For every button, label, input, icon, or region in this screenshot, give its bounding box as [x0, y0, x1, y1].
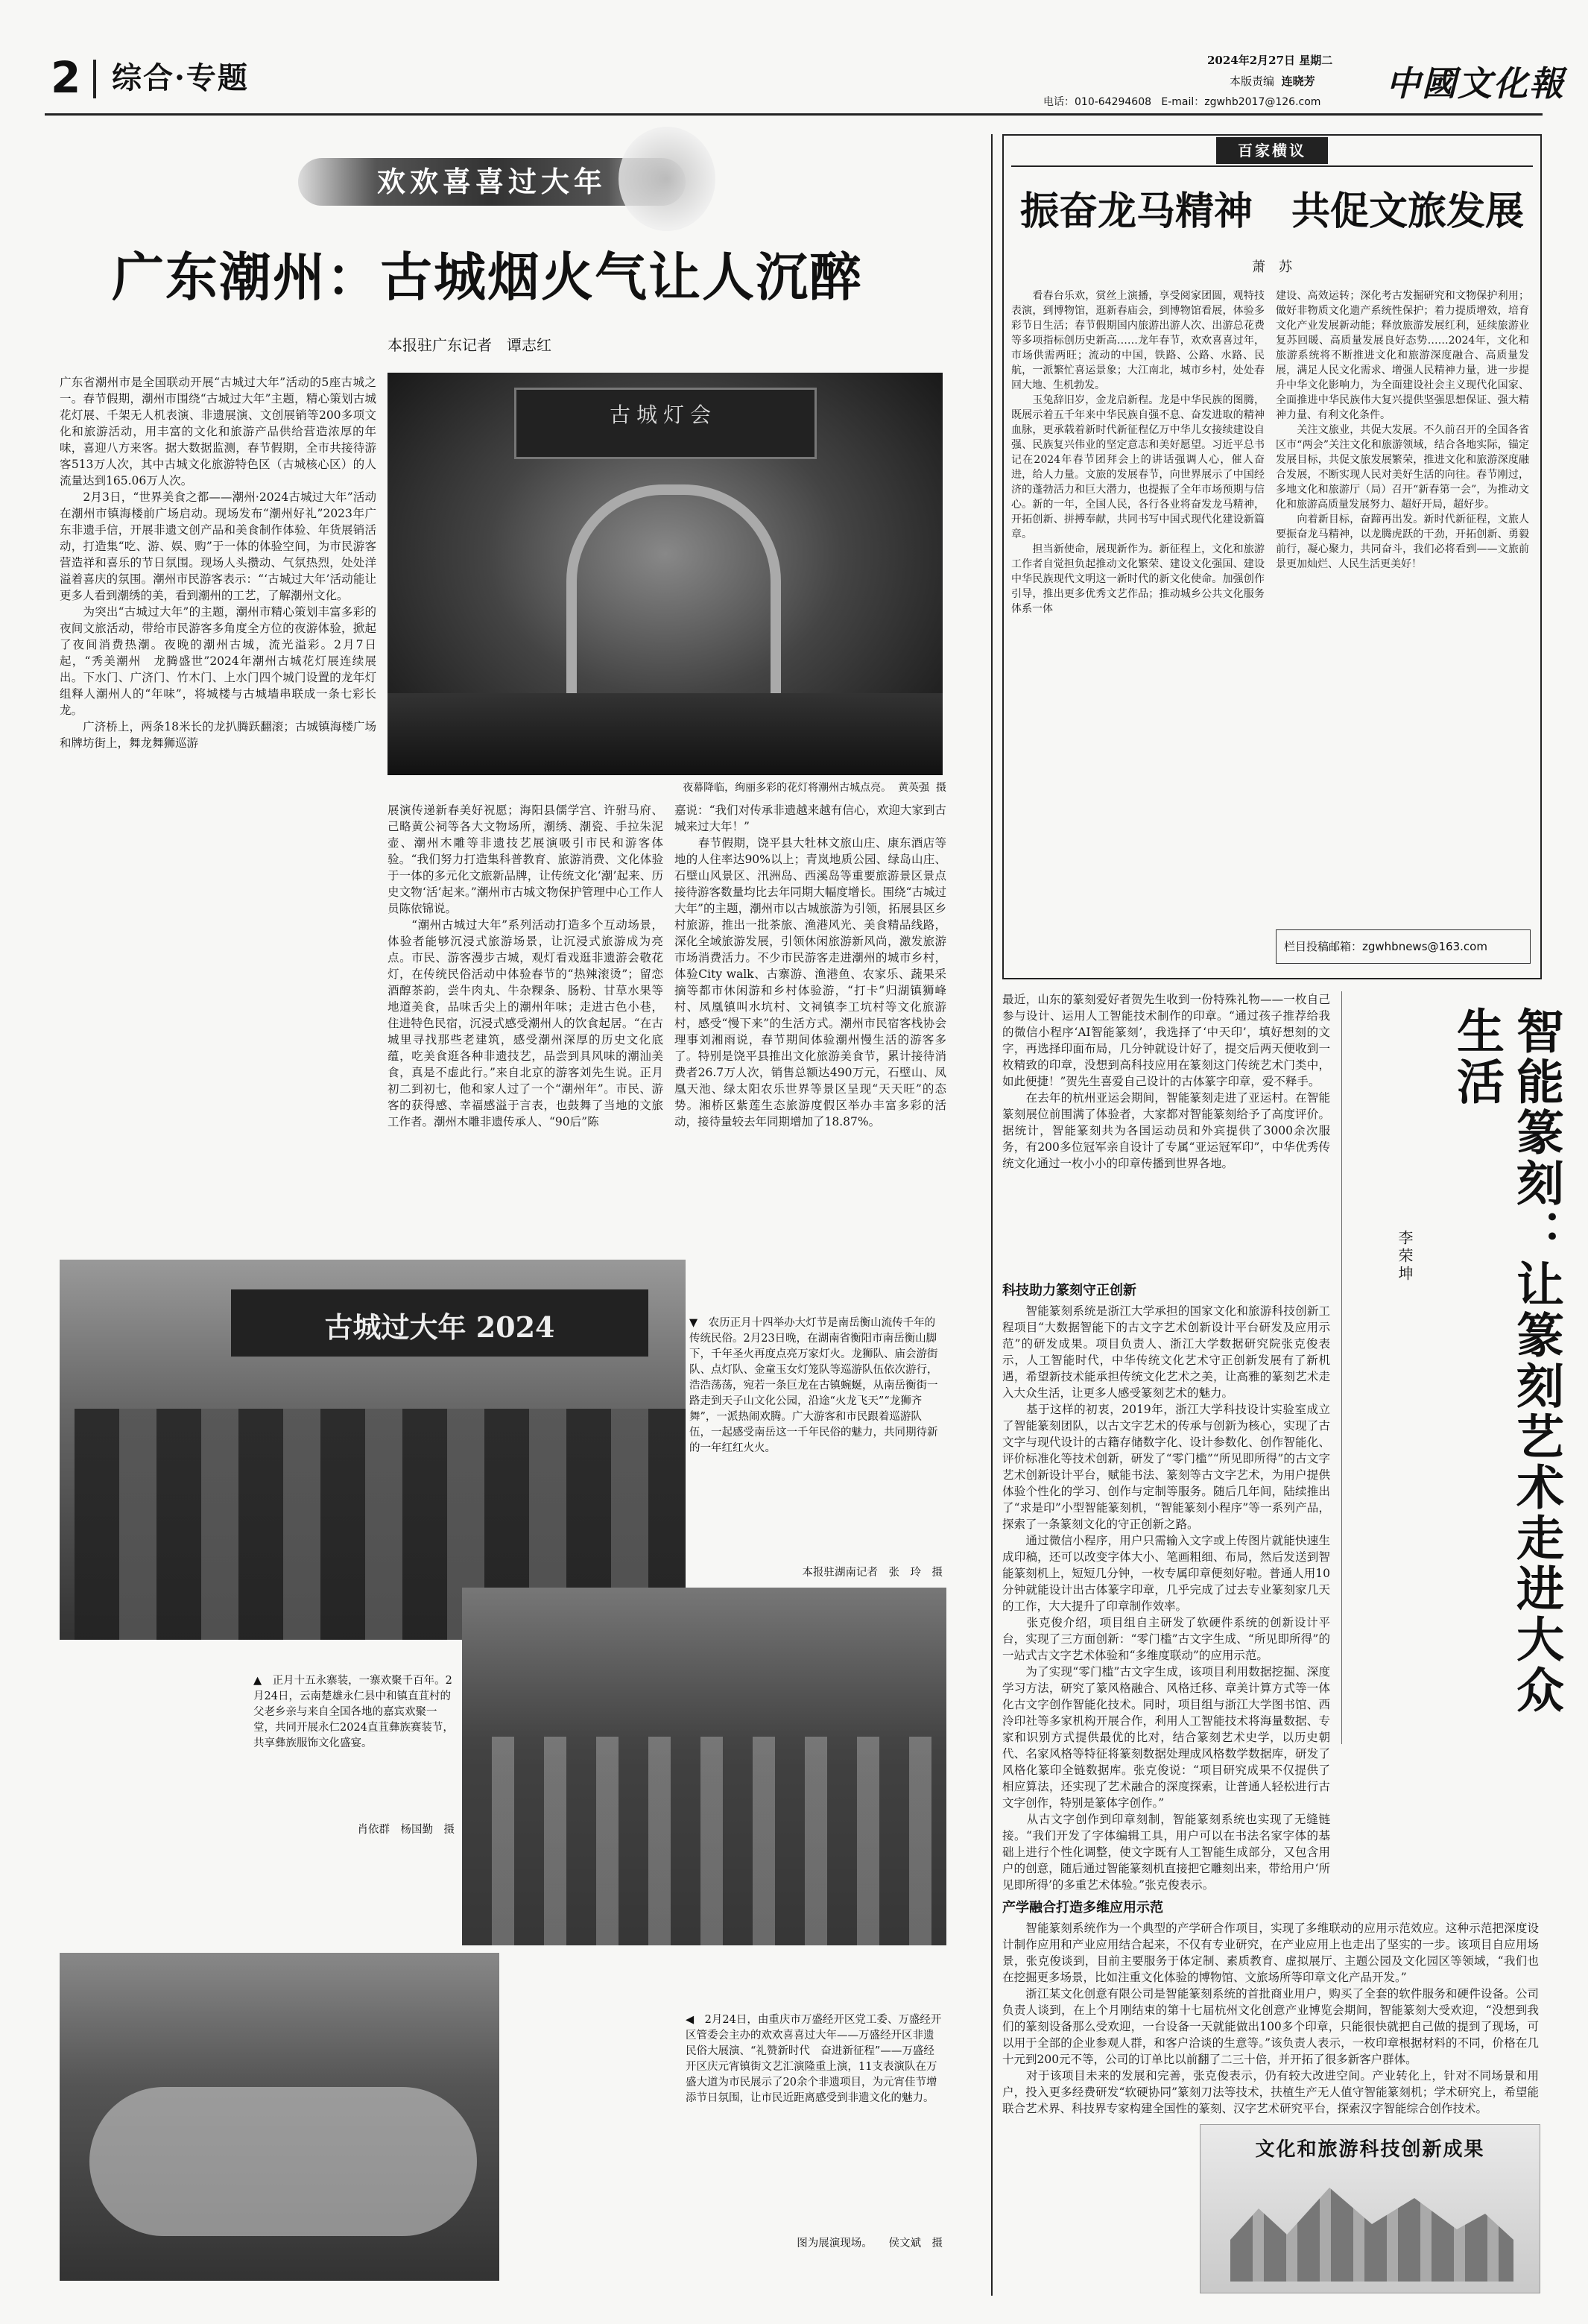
feature-author: 李荣坤 — [1396, 1230, 1414, 1283]
feature-title: 智能篆刻：让篆刻艺术走进大众生活 — [1449, 1006, 1564, 1716]
paper-logo: 中國文化報 — [1386, 63, 1565, 104]
yongren-photo-credit: 肖依群 杨国勤 摄 — [357, 1824, 455, 1836]
masthead — [0, 0, 1588, 119]
banner-text: 欢欢喜喜过大年 — [376, 165, 607, 198]
lantern-photo-caption: 夜幕降临，绚丽多彩的花灯将潮州古城点亮。 黄英强 摄 — [683, 782, 946, 794]
section2-body: 智能篆刻系统作为一个典型的产学研合作项目，实现了多维联动的应用示范效应。这种示范把深度设计制作应用和产业应用结合起来，不仅有专业研究，在产业应用上也走出了坚实的一步。该项目自应用场景，张克俊谈到，目前主要服务于体定制、素质教育、虚拟展厅、主题公园及文化园区等领域，“我们也在挖掘更多场景，比如注重文化体验的博物馆、文旅场所等印章文化产品开发。” 浙江某文化创意有限公司是智能篆刻系统的首批商业用户，购买了全套的软件服务和硬件设备。公司负责人谈到，在上个月刚结束的第十七届杭州文化创意产业博览会期间，智能篆刻大受欢迎，“没想到我们的篆刻设备那么受欢迎，一台设备一天就能做出100多个印章，只能很快就把自己做的提到了现场，可以用于全部的企业参观人群，和客户洽谈的生意等。”该负责人表示，一枚印章根据材料的不同，价格在几十元到200元不等，公司的订单比以前翻了二三十倍，并开拓了很多新客户群体。 对于该项目未来的发展和完善，张克俊表示，仍有较大改进空间。产业转化上，针对不同场景和用户，投入更多经费研发“软硬协同”篆刻刀法等技术，扶植生产无人值守智能篆刻机；学术研究上，希望能联合艺术界、科技界专家构建全国性的篆刻、汉字艺术研究平台，探索汉字智能综合创作技术。 — [1002, 1922, 1539, 2115]
photo-sign-text: 古城灯会 — [609, 402, 717, 427]
ad-title: 文化和旅游科技创新成果 — [1255, 2138, 1485, 2161]
masthead-rule — [45, 113, 1543, 116]
masthead-date: 2024年2月27日 星期二 — [1207, 54, 1333, 67]
left-col-1: 广东省潮州市是全国联动开展“古城过大年”活动的5座古城之一。春节假期，潮州市围绕“古城过大年”主题，精心策划古城花灯展、千架无人机表演、非遗展演、文创展销等200多项文化和旅游活动，用丰富的文化和旅游产品供给营造浓厚的年味，喜迎八方来客。据大数据监测，春节假期，全市共接待游客513万人次，其中古城文化旅游特色区（古城核心区）的人流量达到165.06万人次。 2月3日，“世界美食之都——潮州·2024古城过大年”活动在潮州市镇海楼前广场启动。现场发布“潮州好礼”2023年广东非遗手信，开展非遗文创产品和美食制作体验、年货展销活动，打造集“吃、游、娱、购”于一体的体验空间，为市民游客营造祥和喜乐的节日氛围。现场人头攒动、气氛热烈，处处洋溢着喜庆的氛围。潮州市民游客表示：“‘古城过大年’活动能让更多人看到潮绣的美，看到潮州的工艺，了解潮州文化。 为突出“古城过大年”的主题，潮州市精心策划丰富多彩的夜间文旅活动，带给市民游客多角度全方位的夜游体验，掀起了夜间消费热潮。夜晚的潮州古城，流光溢彩。2月7日起，“秀美潮州 龙腾盛世”2024年潮州古城花灯展连续展出。下水门、广济门、竹木门、上水门四个城门设置的龙年灯组释人潮州人的“年味”，将城楼与古城墙串联成一条七彩长龙。 广济桥上，两条18米长的龙扒腾跃翻滚；古城镇海楼广场和牌坊街上，舞龙舞狮巡游 — [60, 376, 376, 750]
column-label: 百家横议 — [1216, 137, 1328, 164]
commentary-col-2: 建设、高效运转；深化考古发掘研究和文物保护利用；做好非物质文化遗产系统性保护；着力提质增效，培育文化产业发展新动能；释放旅游发展红利，延续旅游业复苏回暖、高质量发展良好态势……2024年，文化和旅游系统将不断推进文化和旅游深度融合、高质量发展，满足人民文化需求、增强人民精神力量，进一步提升中华文化影响力，为全面建设社会主义现代化国家、全面推进中华民族伟大复兴提供坚强思想保证、强大精神力量、有利文化条件。 关注文旅业，共促大发展。不久前召开的全国各省区市“两会”关注文化和旅游领域，结合各地实际，锚定发展目标，共促文旅发展繁荣，推进文化和旅游深度融合发展，不断实现人民对美好生活的向往。春节刚过，多地文化和旅游厅（局）召开“新春第一会”，为推动文化和旅游高质量发展努力、超好开局，超好步。 向着新目标，奋蹄再出发。新时代新征程，文旅人要振奋龙马精神，以龙腾虎跃的干劲，开拓创新、勇毅前行，凝心聚力，共同奋斗，我们必将看到——文旅前景更加灿烂、人民生活更美好！ — [1276, 290, 1529, 570]
feature-title-panel — [1341, 991, 1564, 1744]
section2-body-bottom — [1002, 2124, 1189, 2288]
wansheng-lion-dance-photo — [60, 1953, 499, 2281]
nanyue-photo-credit: 本报驻湖南记者 张 玲 摄 — [802, 1567, 943, 1579]
contact-label: 栏目投稿邮箱：zgwhbnews@163.com — [1284, 940, 1487, 953]
commentary-headline: 振奋龙马精神 共促文旅发展 — [1019, 189, 1524, 234]
photo3-crowd — [462, 1737, 946, 1945]
nanyue-photo-caption: ▼ 农历正月十四举办大灯节是南岳衡山流传千年的传统民俗。2月23日晚，在湖南省衡阳市南岳衡山脚下，千年圣火再度点亮万家灯火。龙狮队、庙会游街队、点灯队、金童玉女灯笼队等巡游队伍依次游行，浩浩荡荡，宛若一条巨龙在古镇蜿蜒，从南岳衡街一路走到天子山文化公园，沿途“火龙飞天”“龙狮齐舞”，一派热闹欢腾。广大游客和市民跟着巡游队伍，一起感受南岳这一千年民俗的魅力，共同期待新的一年红红火火。 — [689, 1317, 938, 1454]
column-label-rule — [1011, 165, 1533, 167]
feature-intro: 最近，山东的篆刻爱好者贺先生收到一份特殊礼物——一枚自己参与设计、运用人工智能技术制作的印章。“通过孩子推荐给我的微信小程序‘AI智能篆刻’，我选择了‘中天印’，填好想刻的文字，再选择印面布局，几分钟就设计好了，提交后两天便收到一枚精致的印章，没想到高科技应用在篆刻这门传统艺术门类中，如此便捷！”贺先生喜爱自己设计的古体篆字印章，爱不释手。 在去年的杭州亚运会期间，智能篆刻走进了亚运村。在智能篆刻展位前围满了体验者，大家都对智能篆刻给予了高度评价。据统计，智能篆刻共为各国运动员和外宾提供了3000余次服务，有200多位冠军亲自设计了专属“亚运冠军印”，中华优秀传统文化通过一枚小小的印章传播到世界各地。 — [1002, 993, 1330, 1170]
wansheng-photo-caption: ◀ 2月24日，由重庆市万盛经开区党工委、万盛经开区管委会主办的欢欢喜喜过大年——万盛经开区非遗民俗大展演、“礼赞新时代 奋进新征程”——万盛经开区庆元宵镇街文艺汇演隆重上演，11支表演队在万盛大道为市民展示了20余个非遗项目，为元宵佳节增添节日氛围，让市民近距离感受到非遗文化的魅力。 — [686, 2014, 942, 2104]
section1-body: 智能篆刻系统是浙江大学承担的国家文化和旅游科技创新工程项目“大数据智能下的古文字艺术创新设计平台研发及应用示范”的研发成果。项目负责人、浙江大学数据研究院张克俊表示，人工智能时代，中华传统文化艺术守正创新发展有了新机遇，希望新技术能承担传统文化艺术之美，让高雅的篆刻艺术走入大众生活，让更多人感受篆刻艺术的魅力。 基于这样的初衷，2019年，浙江大学科技设计实验室成立了智能篆刻团队，以古文字艺术的传承与创新为核心，实现了古文字与现代设计的古籍存储数字化、设计参数化、创作智能化、评价标准化等技术创新，研发了“零门槛”“所见即所得”的古文字艺术创新设计平台，赋能书法、篆刻等古文字艺术，为用户提供体验个性化的学习、创作与定制等服务。随后几年间，陆续推出了“求是印”小型智能篆刻机，“智能篆刻小程序”等一系列产品，探索了一条篆刻文化的守正创新之路。 通过微信小程序，用户只需输入文字或上传图片就能快速生成印稿，还可以改变字体大小、笔画粗细、布局，然后发送到智能篆刻机上，短短几分钟，一枚专属印章便刻好啦。普通人用10分钟就能设计出古体篆字印章，几乎完成了过去专业篆刻家几天的工作，大大提升了印章制作效率。 张克俊介绍，项目组自主研发了软硬件系统的创新设计平台，实现了三方面创新：“零门槛”古文字生成、“所见即所得”的一站式古文字艺术体验和“多维度联动”的应用示范。 为了实现“零门槛”古文字生成，该项目利用数据挖掘、深度学习方法，研究了篆风格融合、风格迁移、章美计算方式等一体化古文字创作智能化技术。同时，项目组与浙江大学图书馆、西泠印社等多家机构开展合作，利用人工智能技术将海量数据、专家和识别方式提供最优的比对，结合篆刻艺术史学，以历史朝代、名家风格等特征将篆刻数据处理成风格数学数据库，研发了风格化篆印全链数据库。张克俊说：“项目研究成果不仅提供了相应算法，还实现了艺术融合的深度探索，让普通人轻松进行古文字创作，特别是篆体字创作。” 从古文字创作到印章刻制，智能篆刻系统也实现了无缝链接。“我们开发了字体编辑工具，用户可以在书法名家字体的基础上进行个性化调整，使文字既有人工智能生成部分，又包含用户的创意，随后通过智能篆刻机直接把它雕刻出来，带给用户‘所见即所得’的多重艺术体验。”张克俊表示。 — [1002, 1304, 1330, 1892]
commentary-contact-box — [1276, 929, 1531, 964]
column-divider — [991, 134, 993, 2296]
left-col-2: 展演传递新春美好祝愿；海阳县儒学宫、许驸马府、己略黄公祠等各大文物场所，潮绣、潮瓷、手拉朱泥壶、潮州木雕等非遗技艺展演吸引市民和游客体验。“我们努力打造集科普教育、旅游消费、文化体验于一体的多元化文旅新品牌，让传统文化‘潮’起来、历史文物‘活’起来。”潮州市古城文物保护管理中心工作人员陈依锦说。 “潮州古城过大年”系列活动打造多个互动场景，体验者能够沉浸式旅游场景，让沉浸式旅游成为亮点。市民、游客漫步古城，观灯看戏逛非遗游会敬花灯，在传统民俗活动中体验春节的“热辣滚烫”；留恋酒醇茶韵，尝牛肉丸、牛杂粿条、肠粉、甘草水果等地道美食，品味舌尖上的潮州年味；走进古色小巷，住进特色民宿，沉浸式感受潮州人的饮食起居。“在古城里寻找那些老建筑，感受潮州深厚的历史文化底蕴，吃美食逛各种非遗技艺，品尝到具风味的潮汕美食，真是不虚此行。”来自北京的游客刘先生说。正月初二到初七，他和家人过了一个“潮州年”。市民、游客的获得感、幸福感溢于言表，也鼓舞了当地的文旅工作者。潮州木雕非遗传承人、“90后”陈 — [387, 803, 663, 1128]
article-byline: 本报驻广东记者 谭志红 — [387, 336, 551, 354]
page-number: 2 — [51, 52, 81, 103]
dragon-decoration-icon — [619, 127, 715, 231]
innovation-ad — [1200, 2124, 1540, 2293]
yongren-photo-caption: ▲ 正月十五永寨装，一寨欢聚千百年。2月24日，云南楚雄永仁县中和镇直苴村的父老乡亲与来自全国各地的嘉宾欢聚一堂，共同开展永仁2024直苴彝族赛装节，共享彝族服饰文化盛宴。 — [253, 1675, 454, 1749]
photo4-lions — [89, 2087, 477, 2236]
editor-name: 连晓芳 — [1281, 75, 1315, 88]
ad-city-graphic — [1230, 2177, 1513, 2282]
left-col-3: 嘉说：“我们对传承非遗越来越有信心，欢迎大家到古城来过大年！” 春节假期，饶平县大牡林文旅山庄、康东酒店等地的人住率达90%以上；青岚地质公园、绿岛山庄、石壁山风景区、汛洲岛、西溪岛等重要旅游景区景点接待游客数量均比去年同期大幅度增长。围绕“古城过大年”的主题，潮州市以古城旅游为引领，拓展县区乡村旅游，推出一批茶旅、渔港风光、美食精品线路，深化全域旅游发展，引领休闲旅游新风尚，激发旅游市场消费活力。不少市民游客走进潮州的城市乡村，体验City walk、古寨游、渔港鱼、农家乐、蔬果采摘等都市休闲游和乡村体验游，“打卡”归湖镇狮峰村、凤凰镇叫水坑村、文祠镇李工坑村等文化旅游村，感受“慢下来”的生活方式。潮州市民宿客栈协会理事刘湘雨说，春节期间体验潮州慢生活的游客多了。特别是饶平县推出文化旅游美食节，累计接待消费者26.7万人次，销售总额达490万元，石壁山、凤凰天池、绿太阳农乐世界等景区呈现“天天旺”的态势。湘桥区紫莲生态旅游度假区举办丰富多彩的活动，接待量较去年同期增加了18.87%。 — [674, 803, 946, 1128]
page-number-divider — [93, 60, 96, 98]
photo-crowd — [387, 693, 943, 775]
photo-lantern-arch — [566, 484, 781, 714]
commentary-box — [1002, 134, 1542, 979]
yongren-costume-photo — [462, 1588, 946, 1945]
email: E-mail：zgwhb2017@126.com — [1161, 96, 1321, 108]
commentary-col-1: 看春台乐欢，赏丝上演播，享受阅家团圆，观特技表演，到博物馆，逛新春庙会，到博物馆看展，体验多彩节日生活；春节假期国内旅游出游人次、出游总花费等多项指标创历史新高……龙年春节，欢欢喜喜过年，市场供需两旺；流动的中国，铁路、公路、水路、民航，一派繁忙喜运景象；大江南北，城市乡村，处处春回大地、生机勃发。 玉兔辞旧岁，金龙启新程。龙是中华民族的图腾，既展示着五千年来中华民族自强不息、奋发进取的精神血脉，更承载着新时代新征程亿万中华儿女接续建设自强、民族复兴伟业的坚定意志和美好愿望。习近平总书记在2024年春节团拜会上的讲话强调人心，催人奋进，给人力量。文旅的发展春节，向世界展示了中国经济的蓬勃活力和巨大潜力，也提振了全年市场预期与信心。新的一年，全国人民，各行各业将奋发龙马精神，开拓创新、拼搏奉献，共同书写中国式现代化建设新篇章。 担当新使命，展现新作为。新征程上，文化和旅游工作者自觉担负起推动文化繁荣、建设文化强国、建设中华民族现代文明这一新时代的新文化使命。加强创作引导，推出更多优秀文艺作品；推动城乡公共文化服务体系一体 — [1011, 290, 1265, 615]
masthead-editor — [1230, 73, 1315, 89]
nanyue-parade-photo — [60, 1260, 686, 1640]
editor-label: 本版责编 — [1230, 75, 1275, 88]
section-title: 综合·专题 — [112, 60, 249, 95]
article-headline: 广东潮州：古城烟火气让人沉醉 — [112, 246, 863, 308]
wansheng-photo-credit: 图为展演现场。 侯文斌 摄 — [797, 2238, 943, 2249]
section2-heading: 产学融合打造多维应用示范 — [1002, 1900, 1163, 1916]
phone: 电话：010-64294608 — [1043, 96, 1152, 108]
commentary-author: 萧 苏 — [1252, 259, 1292, 275]
photo2-sign-text: 古城过大年 2024 — [324, 1310, 555, 1344]
lantern-photo — [387, 373, 943, 775]
section1-heading: 科技助力篆刻守正创新 — [1002, 1283, 1136, 1298]
masthead-contact — [1043, 94, 1320, 109]
